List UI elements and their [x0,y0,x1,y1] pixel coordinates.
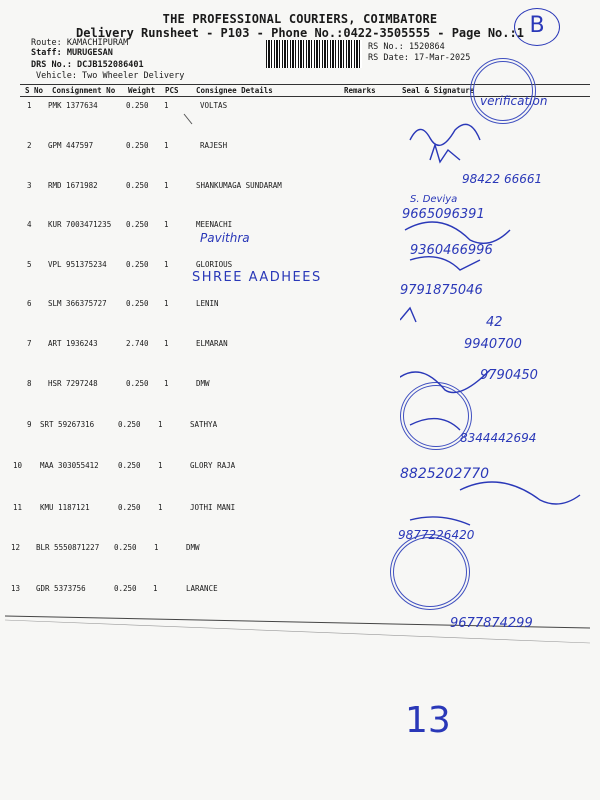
row-consignee: GLORIOUS [196,260,233,269]
row-pcs: 1 [164,220,169,229]
row-consignee: JOTHI MANI [190,503,236,512]
handwritten-phone: 8344442694 [460,431,537,445]
handwritten-phone: 98422 66661 [462,172,543,186]
row-pcs: 1 [153,584,158,593]
handwritten-name: Pavithra [200,231,250,245]
handwritten-name: SHREE AADHEES [192,270,322,285]
signature-strokes [400,100,600,660]
handwritten-note: verification [480,94,548,108]
row-pcs: 1 [158,461,163,470]
handwritten-phone: 9790450 [480,368,538,383]
col-sno: S No [25,86,44,95]
row-weight: 0.250 [118,461,141,470]
row-sno: 6 [27,299,32,308]
row-consignment: KUR 7003471235 [48,220,112,229]
row-weight: 0.250 [114,543,137,552]
row-consignee: ELMARAN [196,339,228,348]
row-weight: 0.250 [126,379,149,388]
page-circle-mark: B [514,8,560,46]
staff-label: Staff: MURUGESAN [31,48,113,58]
row-pcs: 1 [154,543,159,552]
row-pcs: 1 [158,420,163,429]
row-consignment: BLR 5550871227 [36,543,100,552]
row-consignment: MAA 303055412 [40,461,99,470]
row-pcs: 1 [164,339,169,348]
row-consignee: LENIN [196,299,219,308]
handwritten-phone: 9877226420 [398,528,475,542]
col-consignment: Consignment No [52,86,116,95]
row-consignee: LARANCE [186,584,218,593]
row-sno: 5 [27,260,32,269]
col-consignee: Consignee Details [196,86,273,95]
row-weight: 0.250 [126,181,149,190]
row-consignment: ART 1936243 [48,339,98,348]
handwritten-phone: 9360466996 [410,243,493,258]
row-weight: 0.250 [114,584,137,593]
row-consignment: RMD 1671982 [48,181,98,190]
row-pcs: 1 [164,181,169,190]
row-pcs: 1 [164,141,169,150]
row-weight: 0.250 [126,220,149,229]
col-seal: Seal & Signature [402,86,475,95]
row-consignment: GDR 5373756 [36,584,86,593]
row-sno: 4 [27,220,32,229]
row-consignee: SATHYA [190,420,218,429]
row-consignee: VOLTAS [200,101,228,110]
handwritten-phone: 9791875046 [400,283,483,298]
row-sno: 12 [11,543,21,552]
row-consignee: DMW [196,379,210,388]
row-weight: 2.740 [126,339,149,348]
row-consignee: MEENACHI [196,220,233,229]
route-label: Route: KAMACHIPURAM [31,38,129,48]
row-sno: 10 [13,461,23,470]
handwritten-name: S. Deviya [410,194,458,205]
runsheet-title: Delivery Runsheet - P103 - Phone No.:0422-3505555 - Page No.:1 [76,26,524,40]
row-sno: 8 [27,379,32,388]
row-consignment: PMK 1377634 [48,101,98,110]
rs-date: RS Date: 17-Mar-2025 [368,53,471,63]
handwritten-phone: 9665096391 [402,207,485,222]
col-weight: Weight [128,86,156,95]
handwritten-total: 13 [405,700,451,741]
row-consignment: VPL 951375234 [48,260,107,269]
tick-mark [180,110,200,130]
rs-number: RS No.: 1520864 [368,42,445,52]
row-sno: 2 [27,141,32,150]
row-consignee: SHANKUMAGA SUNDARAM [196,181,282,190]
row-pcs: 1 [158,503,163,512]
drs-number: DRS No.: DCJB152086401 [31,60,144,70]
row-consignment: GPM 447597 [48,141,94,150]
handwritten-phone: 9940700 [464,337,522,352]
row-pcs: 1 [164,299,169,308]
row-consignee: GLORY RAJA [190,461,236,470]
row-sno: 11 [13,503,23,512]
handwritten-phone: 9677874299 [450,616,533,631]
col-remarks: Remarks [344,86,376,95]
row-consignment: SRT 59267316 [40,420,95,429]
row-sno: 1 [27,101,32,110]
row-consignee: DMW [186,543,200,552]
row-pcs: 1 [164,260,169,269]
row-weight: 0.250 [126,101,149,110]
row-weight: 0.250 [118,420,141,429]
row-weight: 0.250 [126,299,149,308]
row-pcs: 1 [164,101,169,110]
row-consignee: RAJESH [200,141,228,150]
row-sno: 13 [11,584,21,593]
vehicle-label: Vehicle: Two Wheeler Delivery [36,71,185,81]
row-sno: 3 [27,181,32,190]
row-sno: 9 [27,420,32,429]
row-weight: 0.250 [118,503,141,512]
row-weight: 0.250 [126,260,149,269]
handwritten-number: 42 [486,315,503,330]
row-sno: 7 [27,339,32,348]
row-consignment: SLM 366375727 [48,299,107,308]
row-pcs: 1 [164,379,169,388]
company-title: THE PROFESSIONAL COURIERS, COIMBATORE [162,12,438,26]
row-weight: 0.250 [126,141,149,150]
row-consignment: HSR 7297248 [48,379,98,388]
row-consignment: KMU 1187121 [40,503,90,512]
col-pcs: PCS [165,86,179,95]
handwritten-phone: 8825202770 [400,466,490,482]
barcode [266,40,362,68]
